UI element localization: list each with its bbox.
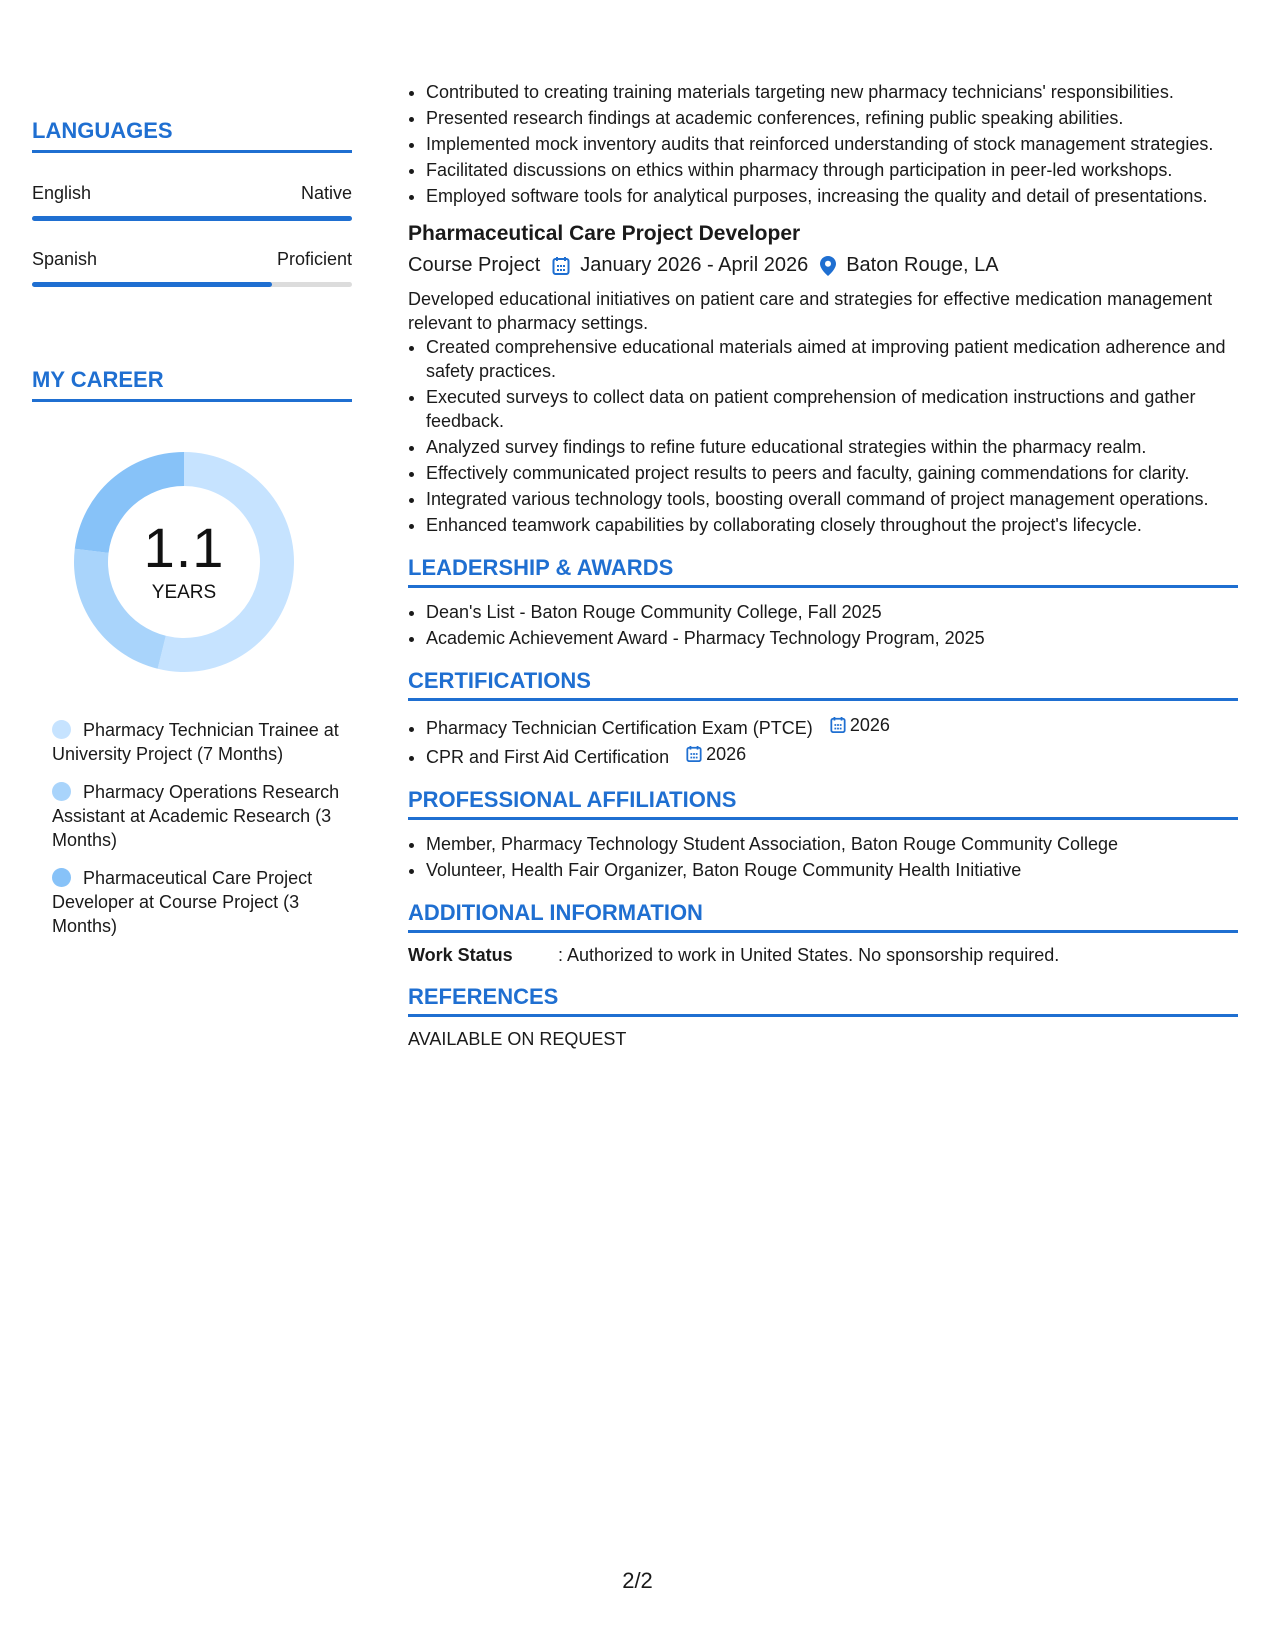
language-level: Proficient — [276, 249, 352, 269]
role-org: Course Project — [408, 254, 541, 276]
career-total: 1.1 — [143, 516, 225, 579]
list-item: • Academic Achievement Award - Pharmacy Technology Program, 2025 — [426, 626, 1238, 650]
career-title: MY CAREER — [32, 367, 352, 402]
legend-item — [52, 866, 352, 938]
cert-name: Pharmacy Technician Certification Exam (PTCE) — [426, 718, 813, 738]
language-name: English — [32, 183, 92, 203]
references-text: AVAILABLE ON REQUEST — [408, 1029, 627, 1049]
legend-label: Pharmaceutical Care Project Developer at Course Project (3 Months) — [52, 868, 313, 936]
career-donut — [64, 442, 304, 682]
list-item: • Effectively communicated project results to peers and faculty, gaining commendations for clarity. — [426, 461, 1238, 485]
legend-item — [52, 718, 352, 766]
career-legend — [32, 718, 352, 938]
list-item — [426, 742, 1238, 769]
language-level: Native — [300, 183, 352, 203]
language-name: Spanish — [32, 249, 98, 269]
calendar-icon — [552, 256, 570, 276]
calendar-icon — [830, 716, 846, 734]
role-description: Developed educational initiatives on patient care and strategies for effective medication management relevant to pharmacy settings. — [408, 289, 1213, 333]
list-item: • Analyzed survey findings to refine future educational strategies within the pharmacy realm. — [426, 435, 1238, 459]
career-unit: YEARS — [151, 582, 217, 603]
main-content — [408, 80, 1238, 1050]
language-row — [32, 183, 352, 221]
sidebar — [32, 118, 352, 952]
certifications-title: CERTIFICATIONS — [408, 668, 1238, 701]
language-bar — [32, 216, 352, 221]
list-item: • Facilitated discussions on ethics within pharmacy through participation in peer-led workshops. — [426, 158, 1238, 182]
leadership-list — [408, 600, 1238, 650]
list-item: • Implemented mock inventory audits that reinforced understanding of stock management strategies. — [426, 132, 1238, 156]
list-item: • Created comprehensive educational materials aimed at improving patient medication adherence and safety practices. — [426, 335, 1238, 383]
role-title: Pharmaceutical Care Project Developer — [408, 222, 801, 245]
role-dates: January 2026 - April 2026 — [580, 254, 809, 276]
previous-role-bullets — [408, 80, 1238, 208]
list-item: • Volunteer, Health Fair Organizer, Baton Rouge Community Health Initiative — [426, 858, 1238, 882]
language-bar-fill — [32, 282, 272, 287]
certifications-list — [408, 713, 1238, 769]
legend-label: Pharmacy Operations Research Assistant at Academic Research (3 Months) — [52, 782, 340, 850]
list-item: • Member, Pharmacy Technology Student Association, Baton Rouge Community College — [426, 832, 1238, 856]
language-bar — [32, 282, 352, 287]
list-item: • Contributed to creating training materials targeting new pharmacy technicians' responsibilities. — [426, 80, 1238, 104]
calendar-icon — [686, 745, 702, 763]
language-bar-fill — [32, 216, 352, 221]
list-item: • Executed surveys to collect data on patient comprehension of medication instructions and gather feedback. — [426, 385, 1238, 433]
references-title: REFERENCES — [408, 984, 1238, 1017]
work-status-value: : Authorized to work in United States. No sponsorship required. — [558, 945, 1060, 965]
legend-label: Pharmacy Technician Trainee at University Project (7 Months) — [52, 720, 339, 764]
list-item: • Integrated various technology tools, boosting overall command of project management operations. — [426, 487, 1238, 511]
work-status-key: Work Status — [408, 945, 513, 965]
work-status-row — [408, 945, 1238, 966]
cert-year: 2026 — [706, 744, 747, 764]
cert-name: CPR and First Aid Certification — [426, 747, 670, 767]
list-item: • Enhanced teamwork capabilities by collaborating closely throughout the project's lifecycle. — [426, 513, 1238, 537]
cert-year: 2026 — [849, 715, 890, 735]
list-item: • Dean's List - Baton Rouge Community College, Fall 2025 — [426, 600, 1238, 624]
legend-dot — [52, 720, 71, 739]
legend-dot — [52, 782, 71, 801]
additional-info-title: ADDITIONAL INFORMATION — [408, 900, 1238, 933]
legend-item — [52, 780, 352, 852]
page-number: 2/2 — [622, 1568, 653, 1593]
language-row — [32, 249, 352, 287]
legend-dot — [52, 868, 71, 887]
location-pin-icon — [820, 256, 836, 276]
role-bullets — [408, 335, 1238, 537]
list-item: • Presented research findings at academic conferences, refining public speaking abilities. — [426, 106, 1238, 130]
role-meta — [408, 254, 1238, 277]
leadership-title: LEADERSHIP & AWARDS — [408, 555, 1238, 588]
affiliations-list — [408, 832, 1238, 882]
list-item: • Employed software tools for analytical purposes, increasing the quality and detail of presentations. — [426, 184, 1238, 208]
affiliations-title: PROFESSIONAL AFFILIATIONS — [408, 787, 1238, 820]
role-location: Baton Rouge, LA — [846, 254, 999, 276]
languages-title: LANGUAGES — [32, 118, 352, 153]
list-item — [426, 713, 1238, 740]
